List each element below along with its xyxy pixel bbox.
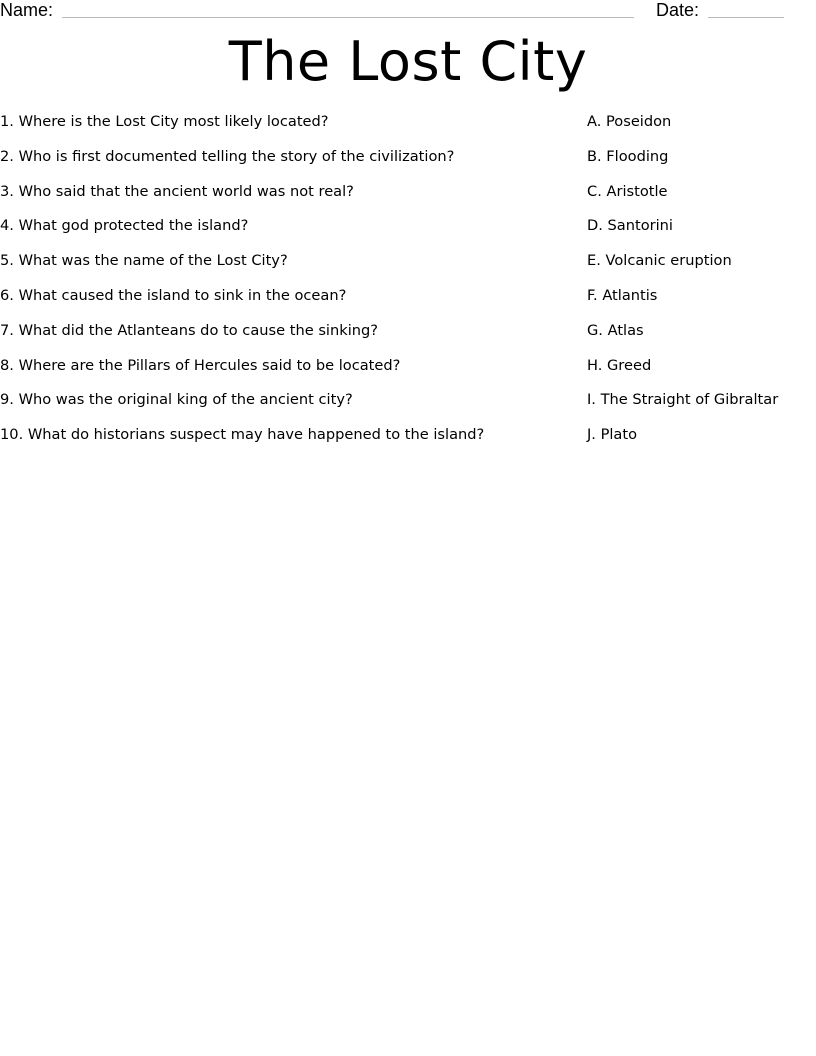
question-item: 3. Who said that the ancient world was not real? — [0, 182, 354, 200]
answer-item: A. Poseidon — [587, 113, 672, 130]
question-item: 9. Who was the original king of the ancient city? — [0, 391, 353, 409]
answer-item: I. The Straight of Gibraltar — [587, 391, 779, 409]
answer-item: B. Flooding — [587, 147, 669, 165]
answer-item: F. Atlantis — [587, 286, 658, 304]
name-field[interactable] — [62, 17, 634, 18]
answer-item: G. Atlas — [587, 321, 644, 339]
questions-list — [0, 112, 560, 460]
question-item: 8. Where are the Pillars of Hercules said to be located? — [0, 356, 401, 374]
question-item: 1. Where is the Lost City most likely located? — [0, 113, 329, 130]
answer-item: H. Greed — [587, 356, 652, 374]
question-item: 4. What god protected the island? — [0, 217, 249, 235]
question-item: 2. Who is first documented telling the story of the civilization? — [0, 147, 455, 165]
answer-item: C. Aristotle — [587, 182, 668, 200]
answer-item: J. Plato — [587, 426, 638, 444]
date-field[interactable] — [708, 17, 784, 18]
question-item: 5. What was the name of the Lost City? — [0, 252, 288, 270]
question-item: 6. What caused the island to sink in the ocean? — [0, 286, 347, 304]
answer-item: E. Volcanic eruption — [587, 252, 732, 270]
question-item: 10. What do historians suspect may have happened to the island? — [0, 426, 485, 444]
name-label: Name: — [0, 0, 54, 20]
date-label: Date: — [656, 0, 700, 20]
answers-list — [587, 112, 816, 460]
worksheet-title: The Lost City — [228, 30, 588, 93]
worksheet-header — [0, 0, 816, 22]
answer-item: D. Santorini — [587, 217, 673, 235]
question-item: 7. What did the Atlanteans do to cause the sinking? — [0, 321, 379, 339]
